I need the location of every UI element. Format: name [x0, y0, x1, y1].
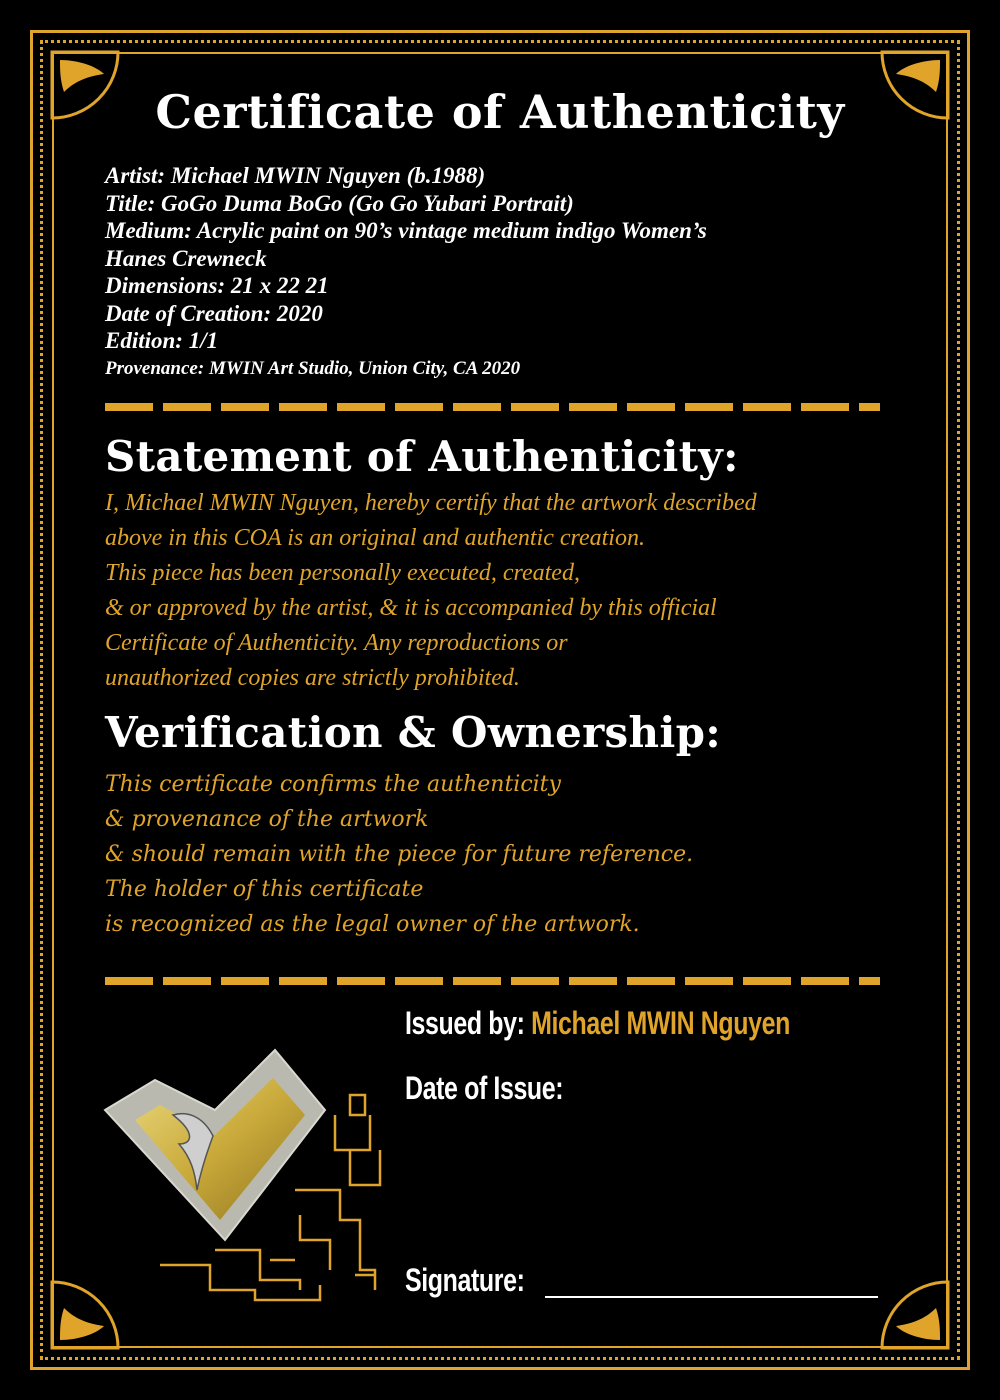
date-of-issue-label: Date of Issue:: [405, 1070, 564, 1106]
edition-line: Edition: 1/1: [105, 328, 219, 353]
issued-by-text: [405, 1005, 790, 1042]
statement-line: above in this COA is an original and authentic creation.: [105, 525, 645, 551]
statement-line: Certificate of Authenticity. Any reproductions or: [105, 630, 568, 656]
issued-by-row: [405, 1005, 899, 1042]
dimensions-line: Dimensions: 21 x 22 21: [105, 273, 329, 298]
verification-line: The holder of this certificate: [105, 877, 424, 902]
creation-date-line: Date of Creation: 2020: [105, 300, 323, 326]
signature-label: Signature:: [405, 1262, 525, 1298]
statement-line: unauthorized copies are strictly prohibited.: [105, 665, 520, 691]
statement-line: I, Michael MWIN Nguyen, hereby certify that the artwork described: [105, 490, 757, 516]
date-of-issue-row: [405, 1070, 608, 1107]
dashed-divider: [105, 403, 880, 411]
artwork-details: [105, 162, 885, 382]
signature-line[interactable]: [545, 1296, 878, 1298]
statement-heading: Statement of Authenticity:: [105, 432, 739, 481]
issuer-name: Michael MWIN Nguyen: [531, 1005, 790, 1041]
verification-text: [105, 767, 865, 942]
artwork-title-line: Title: GoGo Duma BoGo (Go Go Yubari Portrait): [105, 190, 574, 216]
verification-line: is recognized as the legal owner of the artwork.: [105, 912, 640, 937]
signature-row: [405, 1262, 558, 1299]
medium-line: Medium: Acrylic paint on 90’s vintage medium indigo Women’s: [105, 218, 707, 243]
artist-line: Artist: Michael MWIN Nguyen (b.1988): [105, 163, 486, 188]
provenance-line: Provenance: MWIN Art Studio, Union City, CA 2020: [105, 357, 521, 379]
statement-line: & or approved by the artist, & it is accompanied by this official: [105, 595, 717, 621]
verification-heading: Verification & Ownership:: [105, 708, 722, 757]
certificate-title: Certificate of Authenticity: [155, 85, 845, 139]
dashed-divider: [105, 977, 880, 985]
gold-heart-logo-icon: [95, 1040, 395, 1310]
verification-line: & should remain with the piece for future reference.: [105, 842, 694, 867]
corner-ornament-icon: [860, 1260, 970, 1370]
medium-line-continued: Hanes Crewneck: [105, 245, 267, 271]
verification-line: & provenance of the artwork: [105, 807, 429, 832]
statement-line: This piece has been personally executed, created,: [105, 560, 580, 586]
statement-text: [105, 486, 865, 696]
verification-line: This certificate confirms the authenticity: [105, 772, 561, 797]
issued-by-label: Issued by:: [405, 1005, 532, 1041]
